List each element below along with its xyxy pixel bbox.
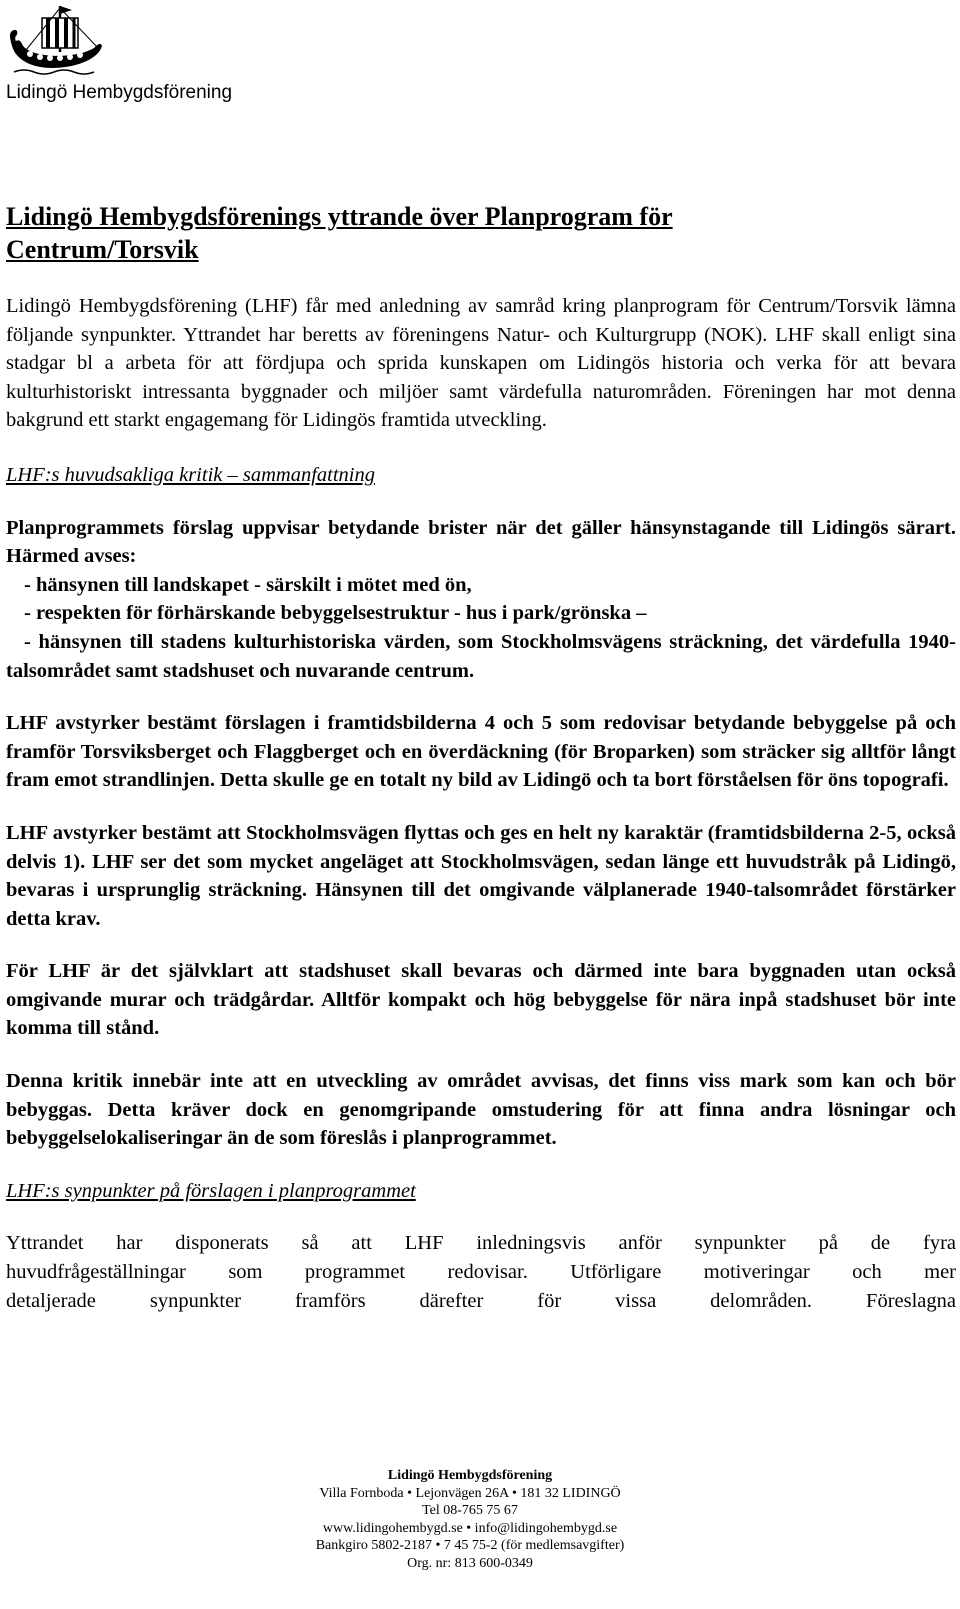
synpunkter-heading: LHF:s synpunkter på förslagen i planprogrammet <box>6 1179 416 1202</box>
title-line-2: Centrum/Torsvik <box>6 235 199 264</box>
disposition-line: Yttrandet har disponerats så att LHF inledningsvis anför synpunkter på de fyra <box>6 1232 956 1255</box>
summary-heading: LHF:s huvudsakliga kritik – sammanfattning <box>6 463 375 486</box>
document-title <box>6 200 956 266</box>
footer-org-name: Lidingö Hembygdsförening <box>387 1468 553 1483</box>
footer-web-email[interactable]: www.lidingohembygd.se • info@lidingohembygd.se <box>322 1520 618 1536</box>
title-line-1: Lidingö Hembygdsförenings yttrande över Planprogram för <box>6 202 673 231</box>
footer-bank: Bankgiro 5802-2187 • 7 45 75-2 (för medlemsavgifter) <box>315 1538 625 1554</box>
footer-phone: Tel 08-765 75 67 <box>422 1503 518 1519</box>
summary-item: - respekten för förhärskande bebyggelsestruktur - hus i park/grönska – <box>24 602 647 625</box>
page-footer <box>0 1467 940 1573</box>
paragraph-framtidsbilder: LHF avstyrker bestämt förslagen i framtidsbilderna 4 och 5 som redovisar betydande bebyggelse på och framför Torsviksberget och Flaggberget och en överdäckning (för Broparken) som sträcker sig alltför långt fram emot strandlinjen. Detta skulle ge en totalt ny bild av Lidingö och ta bort förståelsen för öns topografi. <box>6 712 956 792</box>
footer-address: Villa Fornboda • Lejonvägen 26A • 181 32 LIDINGÖ <box>319 1485 621 1501</box>
document-body <box>6 200 956 1315</box>
intro-paragraph: Lidingö Hembygdsförening (LHF) får med anledning av samråd kring planprogram för Centrum/Torsvik lämna följande synpunkter. Yttrandet har beretts av föreningens Natur- och Kulturgrupp (NOK). LHF skall enligt sina stadgar bl a arbeta för att fördjupa och sprida kunskapen om Lidingös historia och verka för att bevara kulturhistoriskt intressanta byggnader och miljöer samt värdefulla naturområden. Föreningen har mot denna bakgrund ett starkt engagemang för Lidingös framtida utveckling. <box>6 295 956 432</box>
summary-item: - hänsynen till landskapet - särskilt i mötet med ön, <box>24 573 472 596</box>
paragraph-kritik: Denna kritik innebär inte att en utveckling av området avvisas, det finns viss mark som kan och bör bebyggas. Detta kräver dock en genomgripande omstudering för att finna andra lösningar och bebyggelselokaliseringar än de som föreslås i planprogrammet. <box>6 1070 956 1150</box>
header-org-name: Lidingö Hembygdsförening <box>6 82 233 103</box>
paragraph-disposition <box>6 1229 956 1315</box>
summary-intro: Planprogrammets förslag uppvisar betydande brister när det gäller hänsynstagande till Lidingös särart. Härmed avses: <box>6 516 956 568</box>
paragraph-stockholmsvagen: LHF avstyrker bestämt att Stockholmsvägen flyttas och ges en helt ny karaktär (framtidsbilderna 2-5, också delvis 1). LHF ser det som mycket angeläget att Stockholmsvägen, sedan länge ett huvudstråk på Lidingö, bevaras i ursprunglig sträckning. Hänsynen till det omgivande välplanerade 1940-talsområdet förstärker detta krav. <box>6 821 956 930</box>
viking-ship-icon <box>4 2 104 78</box>
summary-section <box>6 514 956 686</box>
disposition-line: huvudfrågeställningar som programmet redovisar. Utförligare motiveringar och mer <box>6 1261 956 1284</box>
summary-item: - hänsynen till stadens kulturhistoriska värden, som Stockholmsvägens sträckning, det värdefulla 1940-talsområdet samt stadshuset och nuvarande centrum. <box>6 630 956 682</box>
paragraph-stadshuset: För LHF är det självklart att stadshuset skall bevaras och därmed inte bara byggnaden utan också omgivande murar och trädgårdar. Alltför kompakt och hög bebyggelse för nära inpå stadshuset bör inte komma till stånd. <box>6 960 956 1040</box>
disposition-line: detaljerade synpunkter framförs därefter för vissa delområden. Föreslagna <box>6 1289 956 1312</box>
footer-org-nr: Org. nr: 813 600-0349 <box>407 1555 533 1571</box>
